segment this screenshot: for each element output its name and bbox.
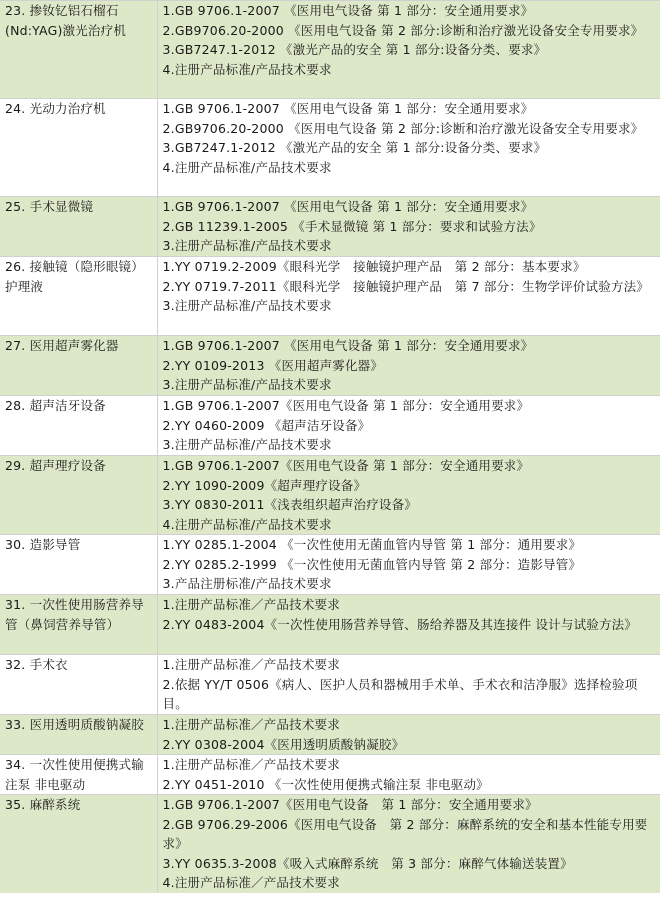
standards-cell	[157, 1, 660, 99]
standard-item: 3.YY 0830-2011《浅表组织超声治疗设备》	[162, 497, 418, 512]
standard-item: 1.GB 9706.1-2007 《医用电气设备 第 1 部分：安全通用要求》	[162, 338, 534, 353]
standard-item: 1.GB 9706.1-2007《医用电气设备 第 1 部分：安全通用要求》	[162, 398, 530, 413]
table-row	[0, 655, 660, 715]
standard-item: 1.GB 9706.1-2007 《医用电气设备 第 1 部分：安全通用要求》	[162, 101, 534, 116]
standards-cell	[157, 257, 660, 336]
standard-item: 3.GB7247.1-2012 《激光产品的安全 第 1 部分:设备分类、要求》	[162, 42, 547, 57]
standard-item: 4.注册产品标准／产品技术要求	[162, 875, 340, 890]
product-name-cell: 23. 掺钕钇铝石榴石(Nd:YAG)激光治疗机	[0, 1, 157, 99]
standards-cell	[157, 99, 660, 197]
standard-item: 2.GB9706.20-2000 《医用电气设备 第 2 部分:诊断和治疗激光设备安全专用要求》	[162, 22, 644, 38]
standard-item: 3.YY 0635.3-2008《吸入式麻醉系统 第 3 部分：麻醉气体输送装置》	[162, 855, 573, 871]
standard-item: 3.注册产品标准/产品技术要求	[162, 298, 332, 313]
standard-item: 2.GB 11239.1-2005 《手术显微镜 第 1 部分：要求和试验方法》	[162, 218, 542, 234]
table-row	[0, 456, 660, 535]
standards-cell	[157, 336, 660, 396]
standard-item: 4.注册产品标准/产品技术要求	[162, 61, 332, 77]
table-row	[0, 336, 660, 396]
product-name-cell: 26. 接触镜（隐形眼镜）护理液	[0, 257, 157, 336]
standard-item: 2.YY 0285.2-1999 《一次性使用无菌血管内导管 第 2 部分：造影导管》	[162, 556, 582, 572]
table-row	[0, 795, 660, 893]
product-name-cell: 25. 手术显微镜	[0, 197, 157, 257]
standard-item: 2.YY 0483-2004《一次性使用肠营养导管、肠给养器及其连接件 设计与试验方法》	[162, 616, 638, 632]
product-name-cell: 24. 光动力治疗机	[0, 99, 157, 197]
product-name-cell: 29. 超声理疗设备	[0, 456, 157, 535]
table-row	[0, 99, 660, 197]
standards-cell	[157, 655, 660, 715]
standard-item: 1.YY 0285.1-2004 《一次性使用无菌血管内导管 第 1 部分：通用要求》	[162, 537, 582, 552]
standard-item: 2.YY 0308-2004《医用透明质酸钠凝胶》	[162, 736, 405, 752]
standard-item: 3.产品注册标准/产品技术要求	[162, 576, 332, 591]
standard-item: 2.YY 0460-2009 《超声洁牙设备》	[162, 417, 371, 433]
standards-cell	[157, 795, 660, 893]
standard-item: 2.YY 0719.7-2011《眼科光学 接触镜护理产品 第 7 部分：生物学评价试验方法》	[162, 278, 650, 294]
standard-item: 2.YY 0451-2010 《一次性使用便携式输注泵 非电驱动》	[162, 776, 489, 792]
standard-item: 1.注册产品标准／产品技术要求	[162, 757, 340, 772]
table-row	[0, 257, 660, 336]
standards-cell	[157, 456, 660, 535]
standards-cell	[157, 396, 660, 456]
standards-cell	[157, 197, 660, 257]
standard-item: 1.注册产品标准／产品技术要求	[162, 597, 340, 612]
standard-item: 4.注册产品标准/产品技术要求	[162, 516, 332, 532]
standards-table-body	[0, 1, 660, 893]
table-row	[0, 755, 660, 795]
product-name-cell: 30. 造影导管	[0, 535, 157, 595]
product-name-cell: 31. 一次性使用肠营养导管（鼻饲营养导管）	[0, 595, 157, 655]
standard-item: 2.GB 9706.29-2006《医用电气设备 第 2 部分：麻醉系统的安全和基本性能专用要求》	[162, 816, 648, 851]
table-row	[0, 197, 660, 257]
standard-item: 1.YY 0719.2-2009《眼科光学 接触镜护理产品 第 2 部分：基本要求》	[162, 259, 586, 274]
standard-item: 3.注册产品标准/产品技术要求	[162, 377, 332, 392]
standard-item: 1.注册产品标准／产品技术要求	[162, 657, 340, 672]
standard-item: 1.GB 9706.1-2007 《医用电气设备 第 1 部分：安全通用要求》	[162, 3, 534, 18]
standards-cell	[157, 595, 660, 655]
standard-item: 1.注册产品标准／产品技术要求	[162, 717, 340, 732]
standard-item: 2.依据 YY/T 0506《病人、医护人员和器械用手术单、手术衣和洁净服》选择检验项目。	[162, 676, 638, 711]
standard-item: 4.注册产品标准/产品技术要求	[162, 159, 332, 175]
standard-item: 1.GB 9706.1-2007《医用电气设备 第 1 部分：安全通用要求》	[162, 797, 538, 812]
standard-item: 3.GB7247.1-2012 《激光产品的安全 第 1 部分:设备分类、要求》	[162, 140, 547, 155]
standard-item: 1.GB 9706.1-2007《医用电气设备 第 1 部分：安全通用要求》	[162, 458, 530, 473]
standard-item: 2.YY 0109-2013 《医用超声雾化器》	[162, 357, 384, 373]
standard-item: 3.注册产品标准/产品技术要求	[162, 437, 332, 452]
table-row	[0, 535, 660, 595]
table-row	[0, 1, 660, 99]
table-row	[0, 396, 660, 456]
standard-item: 2.YY 1090-2009《超声理疗设备》	[162, 477, 367, 493]
table-row	[0, 715, 660, 755]
product-name-cell: 35. 麻醉系统	[0, 795, 157, 893]
product-name-cell: 32. 手术衣	[0, 655, 157, 715]
product-name-cell: 34. 一次性使用便携式输注泵 非电驱动	[0, 755, 157, 795]
standards-cell	[157, 755, 660, 795]
product-name-cell: 28. 超声洁牙设备	[0, 396, 157, 456]
standards-cell	[157, 535, 660, 595]
standard-item: 3.注册产品标准/产品技术要求	[162, 238, 332, 253]
standards-cell	[157, 715, 660, 755]
product-name-cell: 33. 医用透明质酸钠凝胶	[0, 715, 157, 755]
standard-item: 1.GB 9706.1-2007 《医用电气设备 第 1 部分：安全通用要求》	[162, 199, 534, 214]
standard-item: 2.GB9706.20-2000 《医用电气设备 第 2 部分:诊断和治疗激光设备安全专用要求》	[162, 120, 644, 136]
product-name-cell: 27. 医用超声雾化器	[0, 336, 157, 396]
table-row	[0, 595, 660, 655]
